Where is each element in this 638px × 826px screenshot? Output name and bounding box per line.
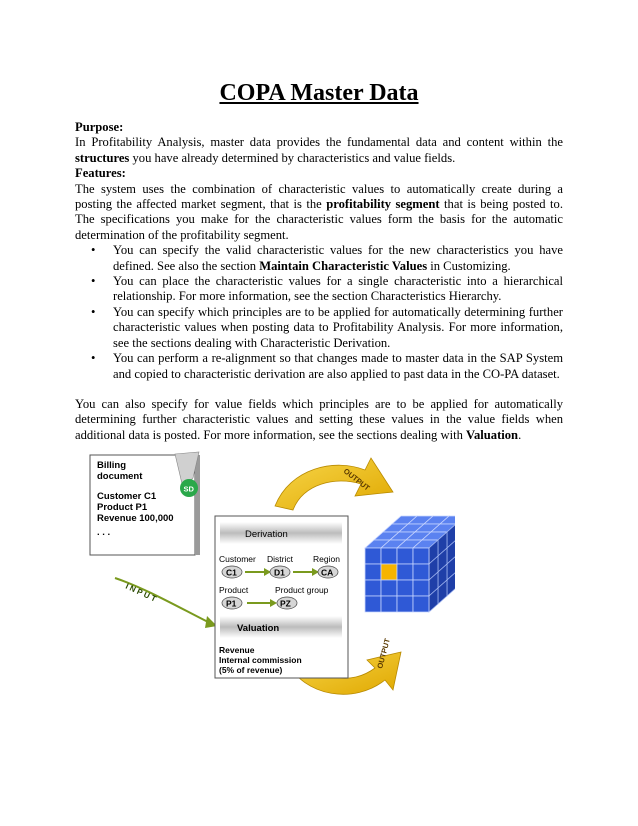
derivation-district-label: District — [267, 554, 293, 564]
billing-revenue: Revenue 100,000 — [97, 513, 174, 524]
valuation-internal-commission: Internal commission — [219, 655, 302, 665]
bottom-output-label: OUTPUT — [375, 637, 392, 670]
features-bullet-list — [75, 243, 563, 382]
p1-label: P1 — [226, 598, 237, 609]
ca-label: CA — [321, 567, 334, 578]
cube-cell — [397, 564, 413, 580]
c1-label: C1 — [226, 567, 237, 578]
copa-diagram-svg — [75, 448, 455, 710]
billing-product: Product P1 — [97, 502, 148, 513]
billing-title-line1: Billing — [97, 460, 127, 471]
top-output-label: OUTPUT — [341, 466, 372, 493]
derivation-customer-label: Customer — [219, 554, 256, 564]
billing-title-line2: document — [97, 471, 143, 482]
cube-cell — [397, 596, 413, 612]
cube-cell — [365, 580, 381, 596]
cube-cell — [365, 548, 381, 564]
cube-cell — [381, 580, 397, 596]
cube-cell — [381, 548, 397, 564]
sd-badge-label: SD — [183, 484, 194, 494]
pz-label: PZ — [280, 598, 291, 609]
data-cube — [365, 516, 455, 612]
features-heading: Features: — [75, 166, 126, 181]
copa-diagram — [75, 448, 455, 710]
cube-cell — [413, 580, 429, 596]
cube-cell — [365, 596, 381, 612]
d1-label: D1 — [274, 567, 285, 578]
billing-ellipsis: . . . — [97, 527, 111, 538]
cube-cell — [413, 564, 429, 580]
features-paragraph: The system uses the combination of characteristic values to automatically create during a posting the affected market segment, that is the profitability segment that is being posted to. The specifications you make for the characteristic values form the basis for the automatic determination of the profitability segment. — [75, 181, 563, 242]
derivation-product-group-label: Product group — [275, 585, 329, 595]
input-label: I N P U T — [124, 581, 158, 604]
bullet-item: • You can specify which principles are to be applied for automatically determining further characteristic values when posting data to Profitability Analysis. For more information, see the sections dealing with Characteristic Derivation. — [91, 304, 563, 350]
valuation-header: Valuation — [237, 623, 280, 634]
valuation-revenue: Revenue — [219, 645, 255, 655]
derivation-region-label: Region — [313, 554, 340, 564]
billing-customer: Customer C1 — [97, 491, 157, 502]
closing-paragraph: You can also specify for value fields which principles are to be applied for automatically determining further characteristic values and setting these values in the value fields when additional data is posted. For more information, see the sections dealing with Valuation. — [75, 396, 563, 442]
cube-cell — [365, 564, 381, 580]
page-title: COPA Master Data — [219, 80, 419, 106]
cube-cell — [381, 564, 397, 580]
cube-cell — [413, 596, 429, 612]
bullet-item: • You can perform a re-alignment so that changes made to master data in the SAP System and copied to characteristic derivation are also applied to past data in the CO-PA dataset. — [91, 351, 563, 381]
derivation-product-label: Product — [219, 585, 249, 595]
cube-cell — [397, 580, 413, 596]
purpose-heading: Purpose: — [75, 120, 124, 134]
input-arrow — [115, 578, 217, 628]
derivation-header: Derivation — [245, 529, 288, 540]
billing-document — [90, 452, 200, 555]
cube-cell — [381, 596, 397, 612]
document-body — [75, 120, 563, 443]
cube-cell — [413, 548, 429, 564]
top-output-arrow — [275, 458, 393, 510]
derivation-panel — [215, 516, 348, 678]
purpose-paragraph: In Profitability Analysis, master data provides the fundamental data and content within the structures you have already determined by characteristics and value fields. — [75, 135, 563, 165]
bullet-item: • You can specify the valid characteristic values for the new characteristics you have defined. See also the section Maintain Characteristic Values in Customizing. — [91, 243, 563, 273]
cube-cell — [397, 548, 413, 564]
valuation-commission-rate: (5% of revenue) — [219, 665, 283, 675]
bullet-item: • You can place the characteristic values for a single characteristic into a hierarchical relationship. For more information, see the section Characteristics Hierarchy. — [91, 274, 563, 304]
